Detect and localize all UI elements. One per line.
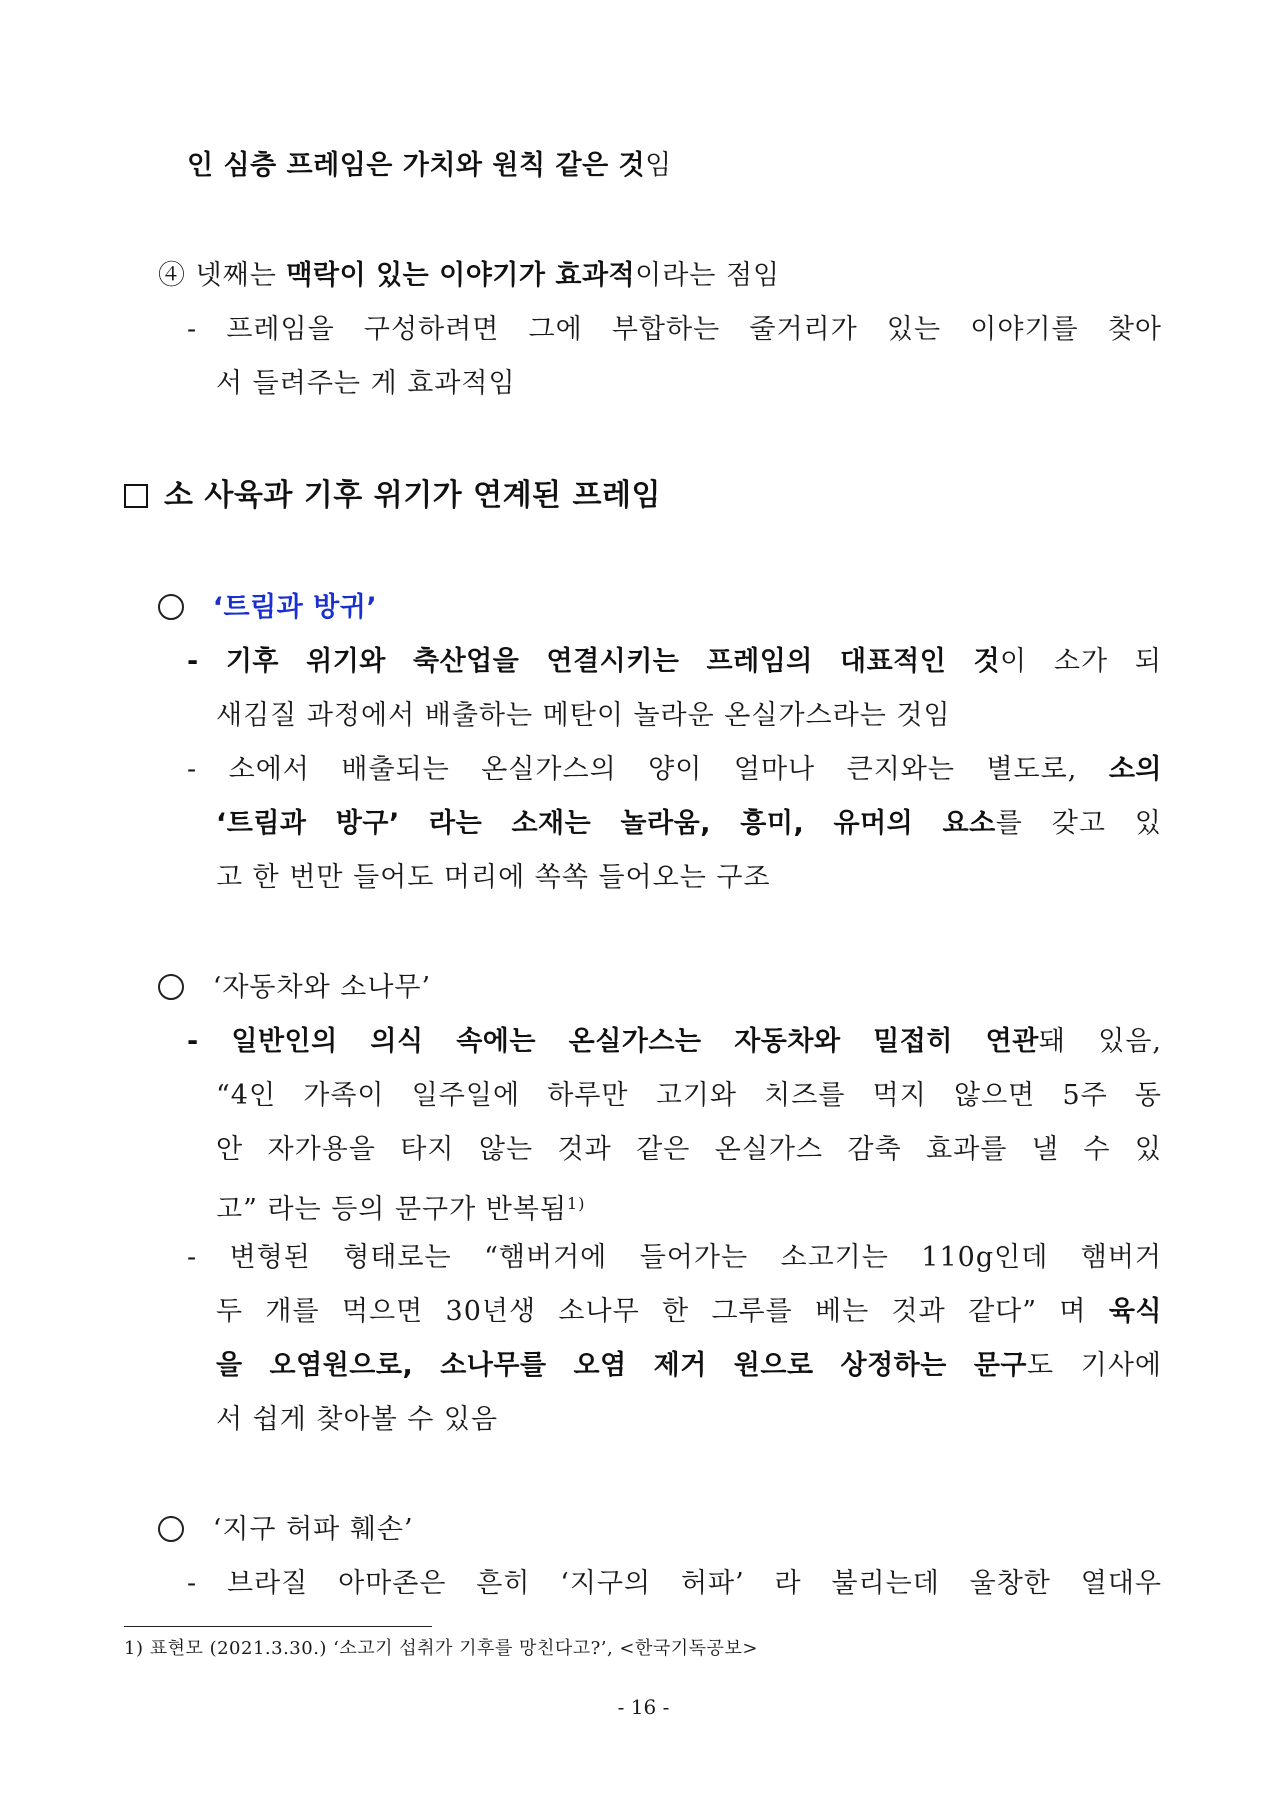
circle-bullet-icon [158,1516,184,1542]
point4-sub-line1: - 프레임을 구성하려면 그에 부합하는 줄거리가 있는 이야기를 찾아 [187,314,1162,345]
section-heading [124,478,661,514]
point4-bold: 맥락이 있는 이야기가 효과적 [286,260,636,291]
item1-b1-bold: - 기후 위기와 축산업을 연결시키는 프레임의 대표적인 것 [187,646,1001,677]
item2-b2-line1: - 변형된 형태로는 “햄버거에 들어가는 소고기는 110g인데 햄버거 [187,1242,1162,1273]
item2-b1-line4 [216,1186,585,1228]
item1-b2-line2 [216,806,1162,842]
item2-b2-line3-bold: 을 오염원으로, 소나무를 오염 제거 원으로 상정하는 문구 [216,1350,1027,1381]
page-number: - 16 - [617,1695,670,1719]
intro-bold: 인 심층 프레임은 가치와 원칙 같은 것 [187,150,646,181]
circle-bullet-icon [158,594,184,620]
footnote: 1) 표현모 (2021.3.30.) ‘소고기 섭취가 기후를 망친다고?’, <한국기독공보> [124,1638,758,1659]
item2-b1-line4-text: 고” 라는 등의 문구가 반복됨 [216,1194,568,1225]
item1-b2-line1 [187,752,1162,788]
point4-pre: 넷째는 [186,260,287,291]
item1-b2-bold2: ‘트림과 방구’ 라는 소재는 놀라움, 흥미, 유머의 요소 [216,808,996,839]
item2-b2-line3-rest: 도 기사에 [1027,1350,1162,1381]
intro-line [187,148,757,184]
section-title: 소 사육과 기후 위기가 연계된 프레임 [164,478,661,513]
footnote-divider [124,1626,432,1627]
item1-b1-line1 [187,644,1162,680]
item3-title: ‘지구 허파 훼손’ [212,1514,414,1545]
footnote-ref: 1) [567,1194,586,1213]
point4-line [158,258,780,294]
item2-b2-line2-pre: 두 개를 먹으면 30년생 소나무 한 그루를 베는 것과 같다” 며 [216,1296,1109,1327]
item2-heading [158,970,431,1006]
item2-b2-line3 [216,1348,1162,1384]
item1-title: ‘트림과 방귀’ [212,592,378,623]
item1-b1-rest: 이 소가 되 [1000,646,1162,677]
item1-b2-pre: - 소에서 배출되는 온실가스의 양이 얼마나 큰지와는 별도로, [187,754,1109,785]
item3-heading [158,1512,414,1548]
checkbox-square-icon [124,484,148,508]
item2-b1-bold: - 일반인의 의식 속에는 온실가스는 자동차와 밀접히 연관 [187,1026,1039,1057]
item1-b2-line3: 고 한 번만 들어도 머리에 쏙쏙 들어오는 구조 [216,862,771,893]
item2-b1-line2: “4인 가족이 일주일에 하루만 고기와 치즈를 먹지 않으면 5주 동 [216,1080,1162,1111]
item1-b1-line2: 새김질 과정에서 배출하는 메탄이 놀라운 온실가스라는 것임 [216,700,951,731]
intro-rest: 임 [645,150,673,181]
item2-b2-line2-bold: 육식 [1108,1296,1162,1327]
point4-post: 이라는 점임 [635,260,781,291]
point4-marker: ④ [158,260,186,291]
item3-b1-line1: - 브라질 아마존은 흔히 ‘지구의 허파’ 라 불리는데 울창한 열대우 [187,1568,1162,1599]
item1-b2-rest: 를 갖고 있 [995,808,1162,839]
item2-b1-line3: 안 자가용을 타지 않는 것과 같은 온실가스 감축 효과를 낼 수 있 [216,1134,1162,1165]
item1-heading [158,590,377,626]
item2-b1-line1 [187,1024,1162,1060]
item2-b1-rest: 돼 있음, [1038,1026,1162,1057]
item2-b2-line4: 서 쉽게 찾아볼 수 있음 [216,1404,499,1435]
circle-bullet-icon [158,974,184,1000]
item2-b2-line2 [216,1294,1162,1330]
point4-sub-line2: 서 들려주는 게 효과적임 [216,368,516,399]
item1-b2-bold1: 소의 [1108,754,1162,785]
item2-title: ‘자동차와 소나무’ [212,972,432,1003]
